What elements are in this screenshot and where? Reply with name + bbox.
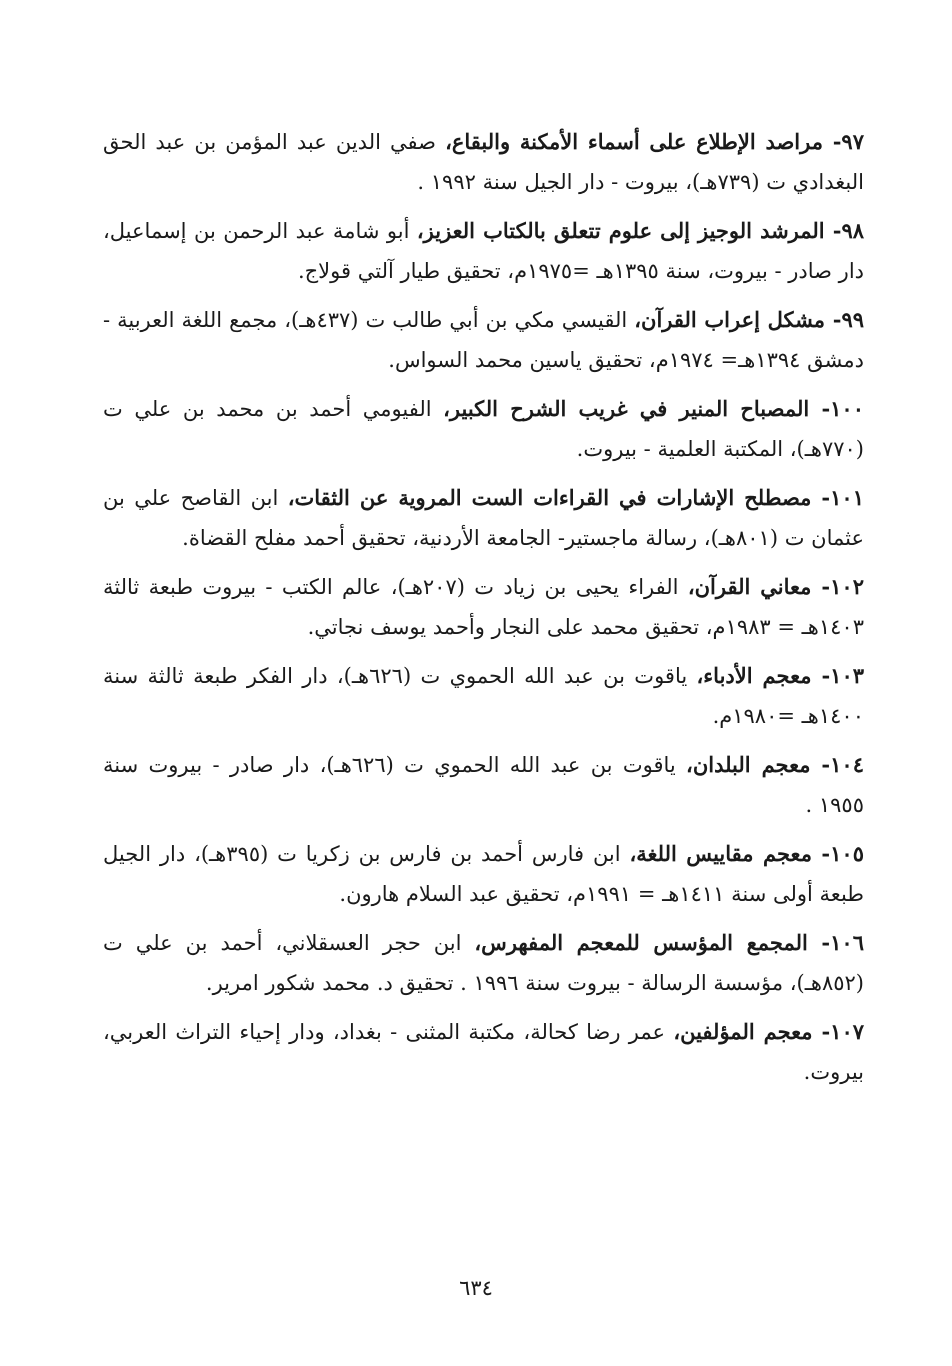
bibliography-list: [103, 122, 864, 1101]
entry-number: ٩٧-: [822, 129, 864, 154]
bibliography-entry-101: [103, 478, 864, 558]
bibliography-entry-98: [103, 211, 864, 291]
bibliography-entry-105: [103, 834, 864, 914]
bibliography-entry-107: [103, 1012, 864, 1092]
page-number: ٦٣٤: [459, 1276, 493, 1300]
entry-details: ابن حجر العسقلاني، أحمد بن علي ت (٨٥٢هـ)، مؤسسة الرسالة - بيروت سنة ١٩٩٦ . تحقيق د. محمد شكور امرير.: [103, 931, 864, 995]
bibliography-entry-99: [103, 300, 864, 380]
entry-details: الفيومي أحمد بن محمد بن علي ت (٧٧٠هـ)، المكتبة العلمية - بيروت.: [103, 397, 864, 461]
entry-title: المصباح المنير في غريب الشرح الكبير،: [443, 396, 810, 421]
entry-number: ١٠٦-: [807, 930, 864, 955]
entry-title: معاني القرآن،: [687, 574, 812, 599]
entry-details: ابن القاصح علي بن عثمان ت (٨٠١هـ)، رسالة ماجستير- الجامعة الأردنية، تحقيق أحمد مفلح القضاة.: [103, 486, 864, 550]
entry-title: المجمع المؤسس للمعجم المفهرس،: [474, 930, 808, 955]
entry-details: ابن فارس أحمد بن فارس بن زكريا ت (٣٩٥هـ)، دار الجيل طبعة أولى سنة ١٤١١هـ = ١٩٩١م، تحقيق عبد السلام هارون.: [103, 842, 864, 906]
bibliography-entry-104: [103, 745, 864, 825]
entry-number: ١٠١-: [811, 485, 864, 510]
bibliography-entry-103: [103, 656, 864, 736]
entry-number: ١٠٤-: [810, 752, 864, 777]
entry-title: مراصد الإطلاع على أسماء الأمكنة والبقاع،: [445, 129, 823, 154]
entry-number: ١٠٣-: [811, 663, 865, 688]
entry-details: ياقوت بن عبد الله الحموي ت (٦٢٦هـ)، دار الفكر طبعة ثالثة سنة ١٤٠٠هـ =١٩٨٠م.: [103, 664, 864, 728]
entry-details: القيسي مكي بن أبي طالب ت (٤٣٧هـ)، مجمع اللغة العربية - دمشق ١٣٩٤هـ= ١٩٧٤م، تحقيق ياسين محمد السواس.: [103, 308, 864, 372]
entry-number: ٩٨-: [824, 218, 865, 243]
entry-number: ١٠٢-: [811, 574, 864, 599]
entry-title: معجم الأدباء،: [696, 663, 812, 688]
entry-number: ١٠٧-: [812, 1019, 865, 1044]
entry-details: ياقوت بن عبد الله الحموي ت (٦٢٦هـ)، دار صادر - بيروت سنة ١٩٥٥ .: [103, 753, 864, 817]
entry-details: الفراء يحيى بن زياد ت (٢٠٧هـ)، عالم الكتب - بيروت طبعة ثالثة ١٤٠٣هـ = ١٩٨٣م، تحقيق محمد على النجار وأحمد يوسف نجاتي.: [103, 575, 864, 639]
bibliography-entry-106: [103, 923, 864, 1003]
entry-title: المرشد الوجيز إلى علوم تتعلق بالكتاب العزيز،: [416, 218, 825, 243]
bibliography-entry-100: [103, 389, 864, 469]
entry-title: معجم مقاييس اللغة،: [629, 841, 812, 866]
entry-number: ١٠٥-: [811, 841, 864, 866]
entry-number: ٩٩-: [825, 307, 864, 332]
entry-number: ١٠٠-: [809, 396, 864, 421]
entry-details: صفي الدين عبد المؤمن بن عبد الحق البغدادي ت (٧٣٩هـ)، بيروت - دار الجيل سنة ١٩٩٢ .: [103, 130, 864, 194]
entry-title: معجم المؤلفين،: [673, 1019, 813, 1044]
entry-title: مصطلح الإشارات في القراءات الست المروية عن الثقات،: [287, 485, 812, 510]
bibliography-entry-102: [103, 567, 864, 647]
entry-title: معجم البلدان،: [686, 752, 811, 777]
entry-title: مشكل إعراب القرآن،: [634, 307, 826, 332]
entry-details: أبو شامة عبد الرحمن بن إسماعيل، دار صادر - بيروت، سنة ١٣٩٥هـ =١٩٧٥م، تحقيق طيار آلتي قولاج.: [103, 219, 864, 283]
bibliography-entry-97: [103, 122, 864, 202]
entry-details: عمر رضا كحالة، مكتبة المثنى - بغداد، ودار إحياء التراث العربي، بيروت.: [103, 1020, 864, 1084]
